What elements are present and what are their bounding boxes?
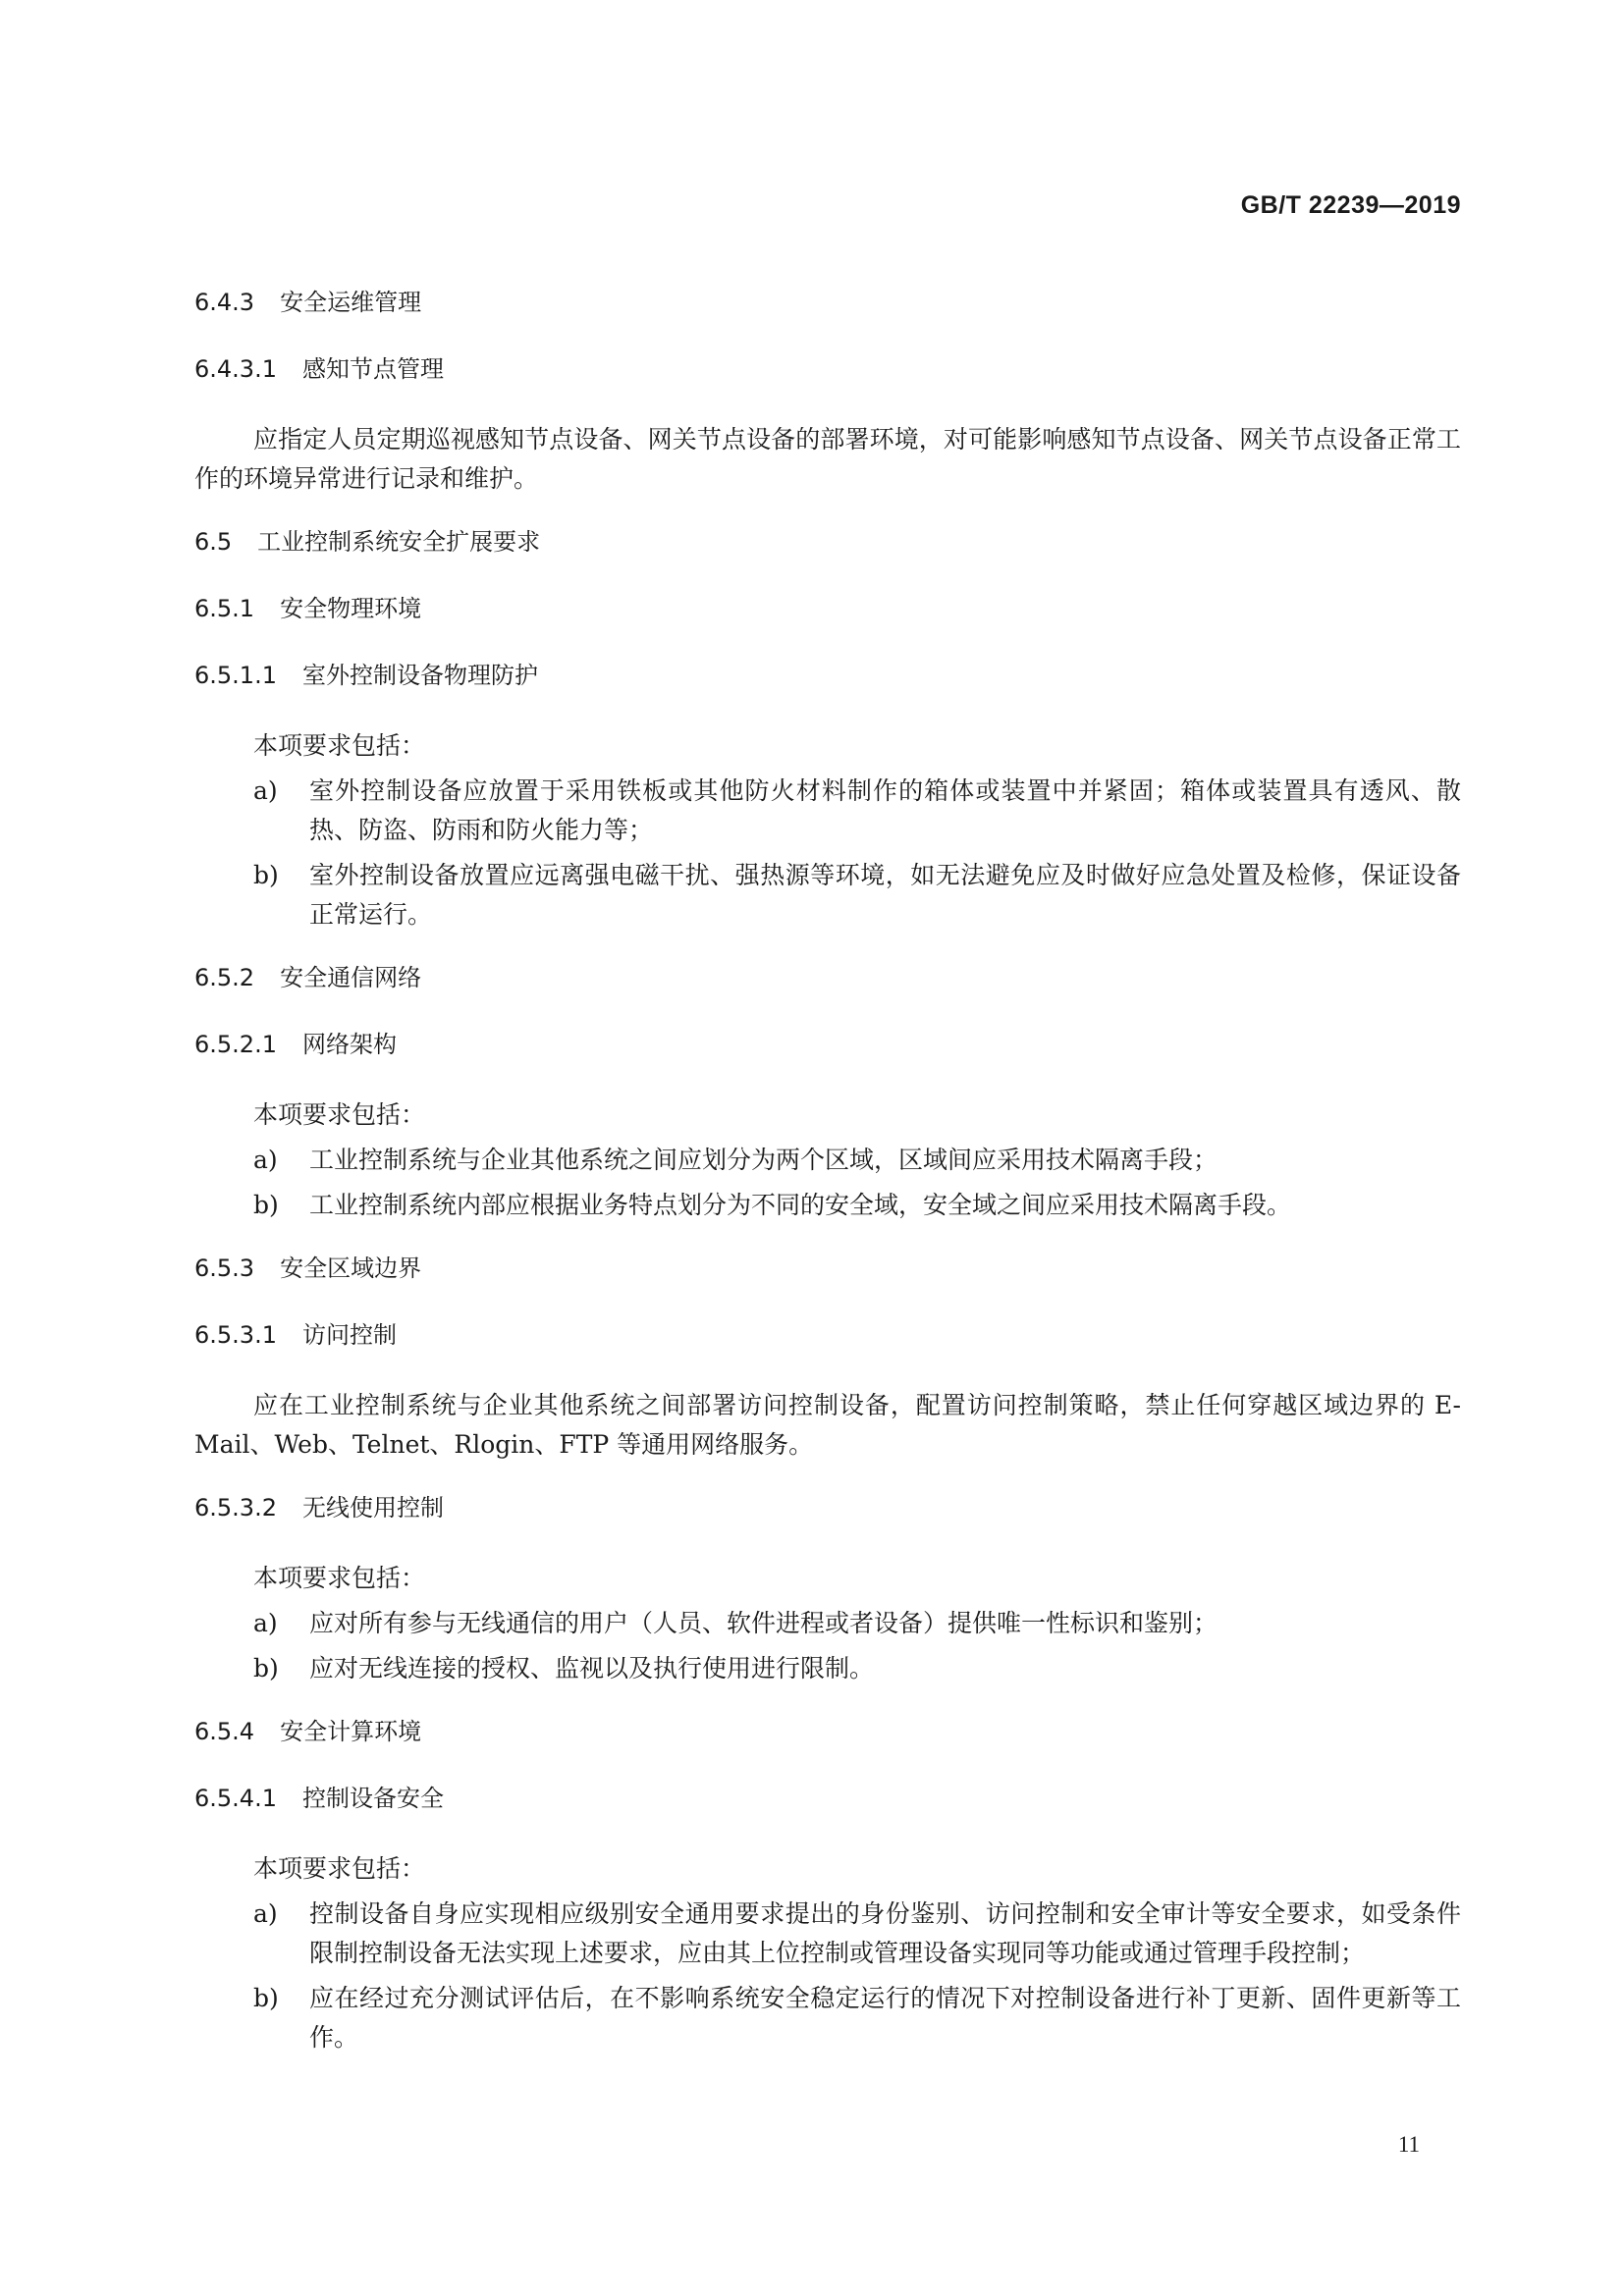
- list-marker: b): [253, 1984, 279, 2012]
- section-number: 6.5.4: [194, 1718, 255, 1745]
- list-item-text: 应在经过充分测试评估后，在不影响系统安全稳定运行的情况下对控制设备进行补丁更新、固件更新等工作。: [309, 1984, 1461, 2052]
- section-title: 无线使用控制: [301, 1494, 444, 1522]
- section-title: 控制设备安全: [301, 1785, 444, 1812]
- section-title: 网络架构: [301, 1031, 397, 1058]
- list-item-text: 控制设备自身应实现相应级别安全通用要求提出的身份鉴别、访问控制和安全审计等安全要求，如受条件限制控制设备无法实现上述要求，应由其上位控制或管理设备实现同等功能或通过管理手段控制；: [309, 1899, 1461, 1967]
- heading-6-5-2-1: [194, 1029, 1461, 1095]
- section-number: 6.5.3.1: [194, 1321, 277, 1349]
- list-marker: b): [253, 861, 279, 889]
- section-number: 6.4.3: [194, 289, 255, 316]
- list-item: [194, 1979, 1461, 2057]
- list-item: [194, 1649, 1461, 1688]
- heading-6-4-3-1: [194, 353, 1461, 420]
- list-item: [194, 1604, 1461, 1643]
- list-item: [194, 1186, 1461, 1225]
- heading-6-5-3: [194, 1253, 1461, 1319]
- heading-6-5-1: [194, 593, 1461, 660]
- heading-6-5-2: [194, 962, 1461, 1029]
- section-title: 安全通信网络: [280, 964, 422, 991]
- section-number: 6.5: [194, 528, 233, 556]
- list-item: [194, 856, 1461, 934]
- list-item: [194, 1141, 1461, 1180]
- paragraph-6-4-3-1: 应指定人员定期巡视感知节点设备、网关节点设备的部署环境，对可能影响感知节点设备、网关节点设备正常工作的环境异常进行记录和维护。: [194, 425, 1461, 493]
- section-title: 安全运维管理: [280, 289, 422, 316]
- heading-6-4-3: [194, 287, 1461, 353]
- list-marker: a): [253, 1899, 278, 1928]
- section-number: 6.5.4.1: [194, 1785, 277, 1812]
- section-title: 感知节点管理: [301, 355, 444, 383]
- section-title: 室外控制设备物理防护: [301, 662, 538, 689]
- list-intro: 本项要求包括：: [253, 1854, 426, 1883]
- section-number: 6.5.1: [194, 595, 255, 622]
- list-marker: a): [253, 776, 278, 805]
- section-number: 6.5.3: [194, 1255, 255, 1282]
- heading-6-5-1-1: [194, 660, 1461, 726]
- list-intro: 本项要求包括：: [253, 1564, 426, 1592]
- section-number: 6.5.2.1: [194, 1031, 277, 1058]
- heading-6-5-3-2: [194, 1492, 1461, 1559]
- standard-code: GB/T 22239—2019: [1240, 191, 1461, 219]
- section-title: 访问控制: [301, 1321, 397, 1349]
- heading-6-5: [194, 526, 1461, 593]
- section-number: 6.4.3.1: [194, 355, 277, 383]
- section-title: 安全计算环境: [280, 1718, 422, 1745]
- section-title: 工业控制系统安全扩展要求: [257, 528, 541, 556]
- list-marker: a): [253, 1146, 278, 1174]
- document-body: [194, 287, 1461, 2063]
- list-item-text: 工业控制系统与企业其他系统之间应划分为两个区域，区域间应采用技术隔离手段；: [309, 1146, 1218, 1174]
- section-number: 6.5.3.2: [194, 1494, 277, 1522]
- list-item: [194, 772, 1461, 850]
- list-intro: 本项要求包括：: [253, 731, 426, 760]
- section-number: 6.5.2: [194, 964, 255, 991]
- list-item-text: 室外控制设备应放置于采用铁板或其他防火材料制作的箱体或装置中并紧固；箱体或装置具有透风、散热、防盗、防雨和防火能力等；: [309, 776, 1461, 844]
- heading-6-5-3-1: [194, 1319, 1461, 1386]
- page-number: 11: [1397, 2132, 1420, 2157]
- list-intro: 本项要求包括：: [253, 1100, 426, 1129]
- list-item-text: 应对所有参与无线通信的用户（人员、软件进程或者设备）提供唯一性标识和鉴别；: [309, 1609, 1218, 1637]
- list-marker: a): [253, 1609, 278, 1637]
- list-item-text: 工业控制系统内部应根据业务特点划分为不同的安全域，安全域之间应采用技术隔离手段。: [309, 1191, 1292, 1219]
- section-number: 6.5.1.1: [194, 662, 277, 689]
- heading-6-5-4: [194, 1716, 1461, 1783]
- section-title: 安全区域边界: [280, 1255, 422, 1282]
- list-marker: b): [253, 1654, 279, 1682]
- list-item-text: 室外控制设备放置应远离强电磁干扰、强热源等环境，如无法避免应及时做好应急处置及检修，保证设备正常运行。: [309, 861, 1461, 929]
- list-item: [194, 1895, 1461, 1973]
- section-title: 安全物理环境: [280, 595, 422, 622]
- heading-6-5-4-1: [194, 1783, 1461, 1849]
- paragraph-6-5-3-1: 应在工业控制系统与企业其他系统之间部署访问控制设备，配置访问控制策略，禁止任何穿越区域边界的 E-Mail、Web、Telnet、Rlogin、FTP 等通用网络服务。: [194, 1391, 1461, 1459]
- list-marker: b): [253, 1191, 279, 1219]
- list-item-text: 应对无线连接的授权、监视以及执行使用进行限制。: [309, 1654, 875, 1682]
